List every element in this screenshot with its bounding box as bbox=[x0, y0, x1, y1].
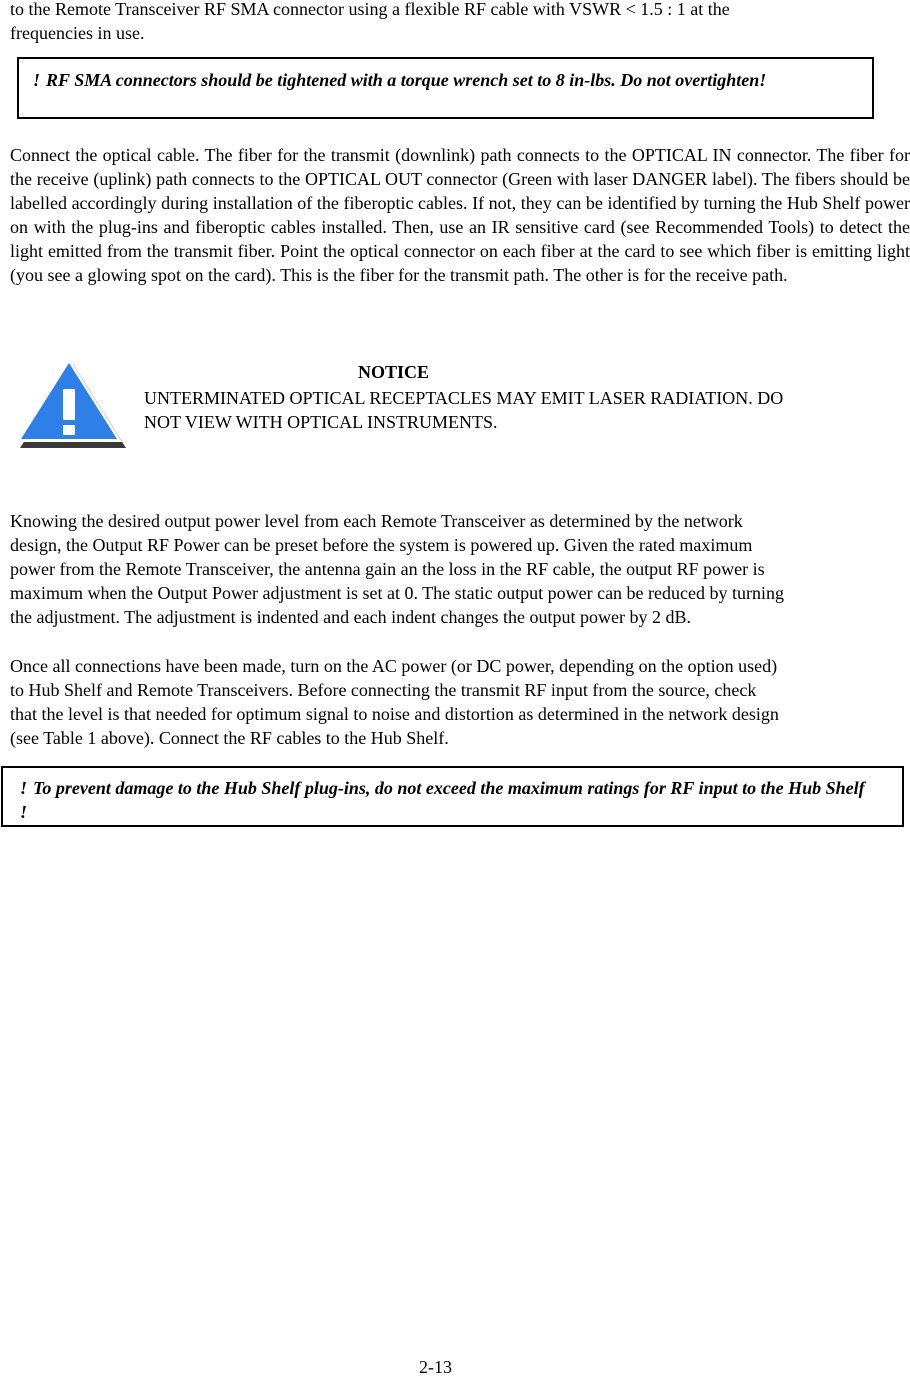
output-power-line-2: design, the Output RF Power can be preset before the system is powered up. Given the rated maximum bbox=[10, 535, 753, 555]
warning-triangle-icon bbox=[16, 354, 126, 453]
connections-line-3: that the level is that needed for optimum signal to noise and distortion as determined in the network design bbox=[10, 704, 779, 724]
caution-box-hub-shelf-ratings bbox=[1, 766, 904, 827]
notice-line-1: UNTERMINATED OPTICAL RECEPTACLES MAY EMIT LASER RADIATION. DO bbox=[144, 388, 784, 408]
output-power-line-3: power from the Remote Transceiver, the antenna gain an the loss in the RF cable, the output RF power is bbox=[10, 559, 765, 579]
output-power-line-5: the adjustment. The adjustment is indented and each indent changes the output power by 2 dB. bbox=[10, 607, 692, 627]
caution-mark: ! bbox=[20, 778, 28, 798]
output-power-line-4: maximum when the Output Power adjustment is set at 0. The static output power can be reduced by turning bbox=[10, 583, 784, 603]
notice-line-2: NOT VIEW WITH OPTICAL INSTRUMENTS. bbox=[144, 412, 498, 432]
connections-paragraph bbox=[10, 654, 910, 750]
top-paragraph bbox=[10, 0, 905, 45]
connections-line-2: to Hub Shelf and Remote Transceivers. Before connecting the transmit RF input from the source, check bbox=[10, 680, 757, 700]
output-power-line-1: Knowing the desired output power level from each Remote Transceiver as determined by the network bbox=[10, 511, 743, 531]
top-paragraph-line-1: to the Remote Transceiver RF SMA connector using a flexible RF cable with VSWR < 1.5 : 1 at the bbox=[10, 0, 730, 19]
caution-mark: ! bbox=[33, 70, 41, 90]
caution-text: To prevent damage to the Hub Shelf plug-ins, do not exceed the maximum ratings for RF input to the Hub Shelf ! bbox=[20, 778, 865, 822]
top-paragraph-line-2: frequencies in use. bbox=[10, 23, 145, 43]
notice-text bbox=[144, 386, 904, 434]
caution-box-sma-torque bbox=[17, 57, 874, 119]
optical-cable-paragraph: Connect the optical cable. The fiber for the transmit (downlink) path connects to the OPTICAL IN connector. The fiber for the receive (uplink) path connects to the OPTICAL OUT connector (Green with laser DANGER label). The fibers should be labelled accordingly during installation of the fiberoptic cables. If not, they can be identified by turning the Hub Shelf power on with the plug-ins and fiberoptic cables installed. Then, use an IR sensitive card (see Recommended Tools) to detect the light emitted from the transmit fiber. Point the optical connector on each fiber at the card to see which fiber is emitting light (you see a glowing spot on the card). This is the fiber for the transmit path. The other is for the receive path. bbox=[10, 145, 910, 285]
output-power-paragraph bbox=[10, 509, 910, 629]
page-number: 2-13 bbox=[419, 1357, 452, 1377]
notice-title: NOTICE bbox=[358, 362, 430, 382]
caution-text: RF SMA connectors should be tightened with a torque wrench set to 8 in-lbs. Do not overtighten! bbox=[46, 70, 767, 90]
connections-line-1: Once all connections have been made, turn on the AC power (or DC power, depending on the option used) bbox=[10, 656, 778, 676]
connections-line-4: (see Table 1 above). Connect the RF cables to the Hub Shelf. bbox=[10, 728, 449, 748]
